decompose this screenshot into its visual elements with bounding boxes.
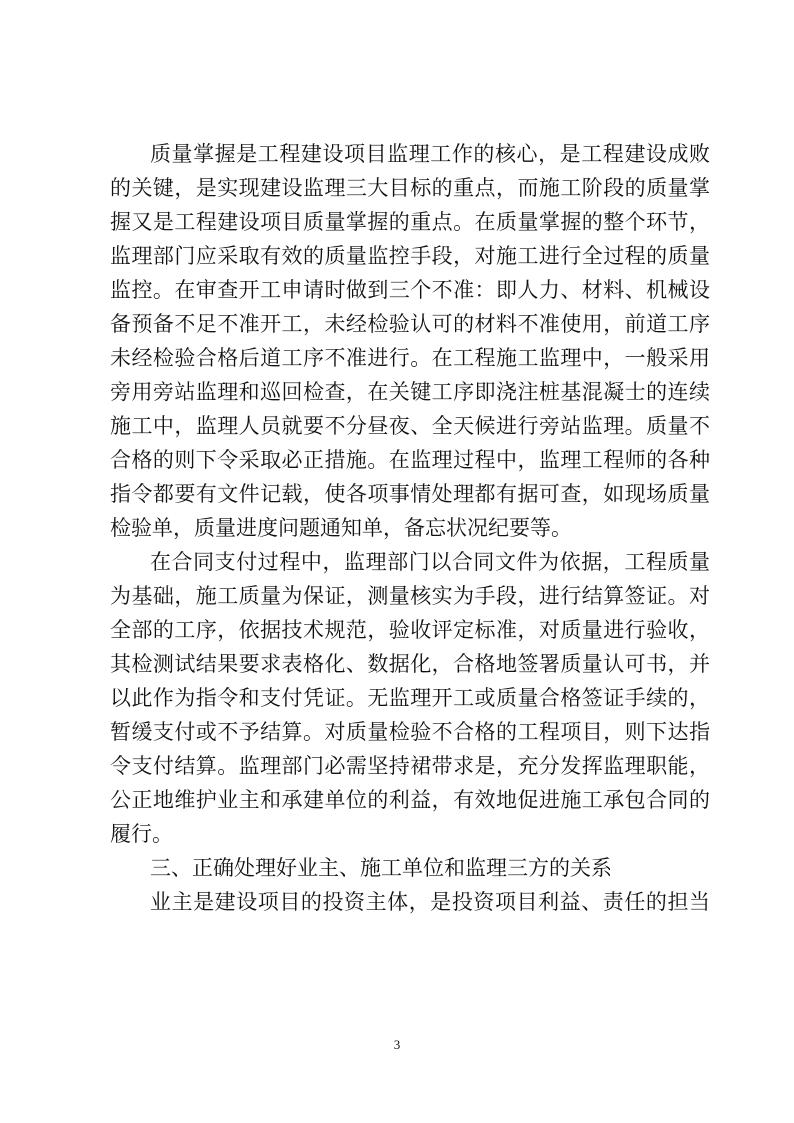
- paragraph-line: 全部的工序，依据技术规范，验收评定标准，对质量进行验收，: [110, 618, 710, 642]
- paragraph-line: 公正地维护业主和承建单位的利益，有效地促进施工承包合同的: [110, 788, 710, 812]
- paragraph-line: 为基础，施工质量为保证，测量核实为手段，进行结算签证。对: [110, 584, 710, 608]
- paragraph-line: 暂缓支付或不予结算。对质量检验不合格的工程项目，则下达指: [110, 720, 710, 744]
- paragraph-line: 质量掌握是工程建设项目监理工作的核心，是工程建设成败: [150, 142, 710, 166]
- paragraph-line: 监控。在审查开工申请时做到三个不准：即人力、材料、机械设: [110, 278, 710, 302]
- paragraph-line: 未经检验合格后道工序不准进行。在工程施工监理中，一般采用: [110, 346, 710, 370]
- paragraph-line: 的关键，是实现建设监理三大目标的重点，而施工阶段的质量掌: [110, 176, 710, 200]
- paragraph-line: 在合同支付过程中，监理部门以合同文件为依据，工程质量: [150, 550, 710, 574]
- paragraph-line: 旁用旁站监理和巡回检查，在关键工序即浇注桩基混凝士的连续: [110, 380, 710, 404]
- paragraph-line: 合格的则下令采取必正措施。在监理过程中，监理工程师的各种: [110, 448, 710, 472]
- paragraph-line: 备预备不足不准开工，未经检验认可的材料不准使用，前道工序: [110, 312, 710, 336]
- paragraph-line: 检验单，质量进度问题通知单，备忘状况纪要等。: [110, 516, 572, 540]
- paragraph-line: 施工中，监理人员就要不分昼夜、全天候进行旁站监理。质量不: [110, 414, 710, 438]
- section-heading: 三、正确处理好业主、施工单位和监理三方的关系: [150, 856, 612, 880]
- paragraph-line: 令支付结算。监理部门必需坚持裙带求是，充分发挥监理职能，: [110, 754, 710, 778]
- paragraph-line: 握又是工程建设项目质量掌握的重点。在质量掌握的整个环节，: [110, 210, 710, 234]
- page-number: 3: [393, 1037, 401, 1052]
- paragraph-line: 业主是建设项目的投资主体，是投资项目利益、责任的担当: [150, 890, 710, 914]
- paragraph-line: 以此作为指令和支付凭证。无监理开工或质量合格签证手续的，: [110, 686, 710, 710]
- paragraph-line: 指令都要有文件记载，使各项事情处理都有据可查，如现场质量: [110, 482, 710, 506]
- paragraph-line: 履行。: [110, 822, 173, 846]
- paragraph-line: 其检测试结果要求表格化、数据化，合格地签署质量认可书，并: [110, 652, 710, 676]
- paragraph-line: 监理部门应采取有效的质量监控手段，对施工进行全过程的质量: [110, 244, 710, 268]
